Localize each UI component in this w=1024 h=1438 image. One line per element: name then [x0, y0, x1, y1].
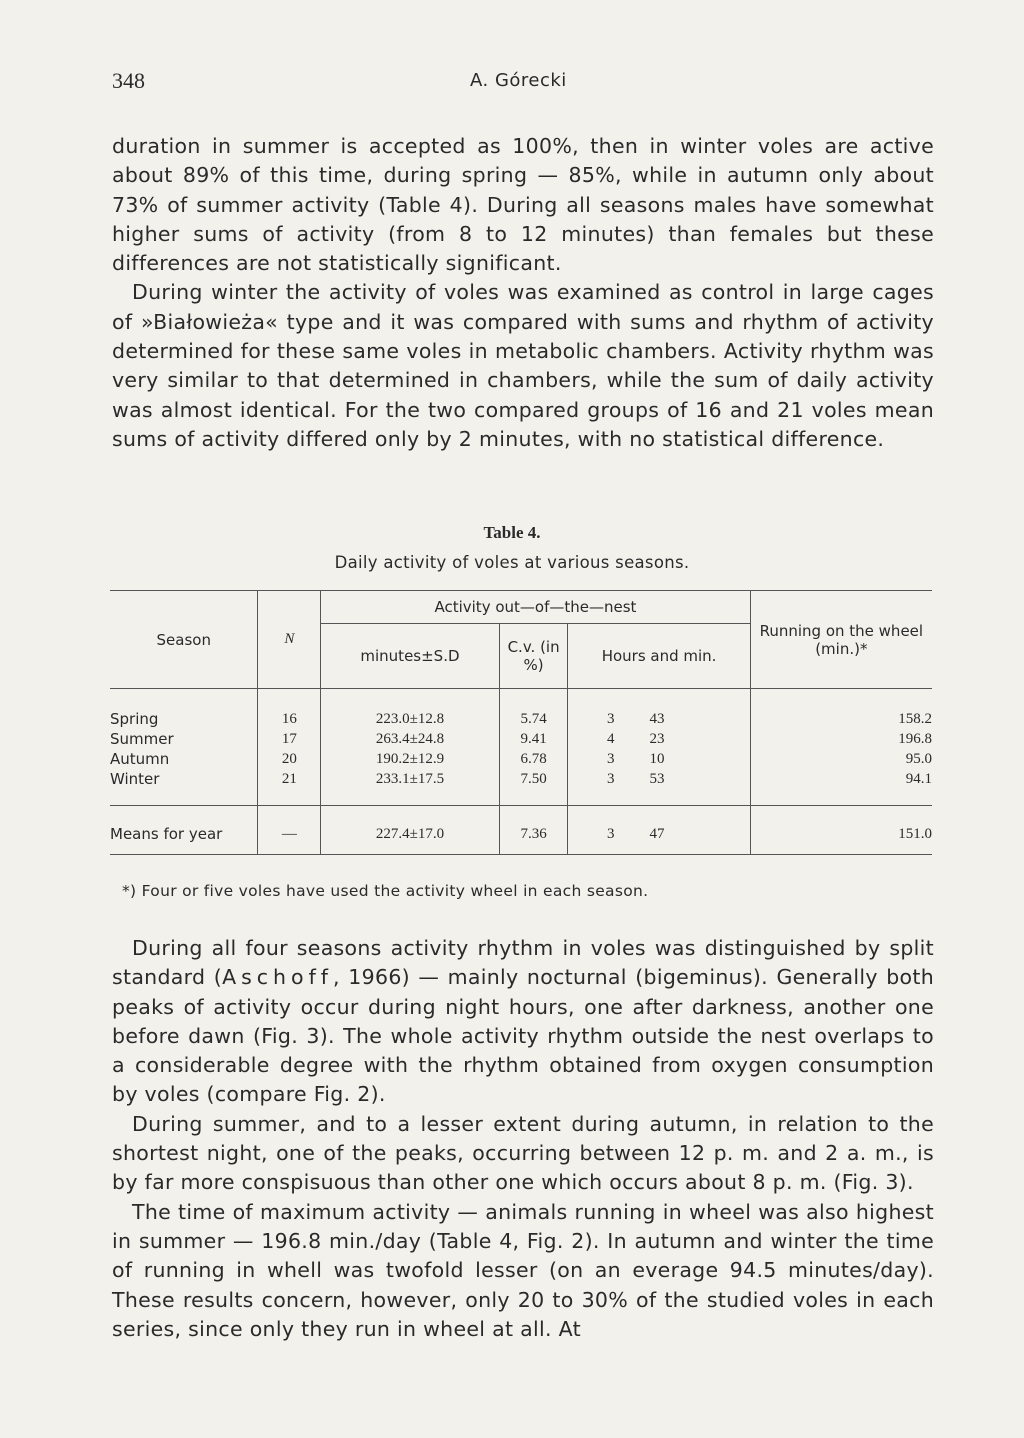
means-running: 151.0 — [750, 806, 932, 855]
running-author: A. Górecki — [470, 70, 567, 91]
paragraph: duration in summer is accepted as 100%, then in winter voles are active about 89% of this time, during spring — 85%, while in autumn only about 73% of summer activity (Table 4). During all seasons males have somewhat higher sums of activity (from 8 to 12 minutes) than females but these differences are not statistically significant. — [112, 134, 934, 276]
season-spring: Spring — [110, 710, 159, 728]
hours-cell — [568, 689, 750, 806]
means-hours-cell — [568, 806, 750, 855]
minutes-value: 223.0±12.8 — [375, 711, 445, 727]
n-value: 20 — [281, 751, 297, 767]
hours-value: 3 — [606, 771, 615, 787]
table-caption: Daily activity of voles at various seasons. — [334, 553, 690, 572]
hours-value: 3 — [606, 711, 615, 727]
paragraph: During winter the activity of voles was examined as control in large cages of »Białowieża« type and it was compared with sums and rhythm of activity determined for these same voles in metabolic chambers. Activity rhythm was very similar to that determined in chambers, while the sum of daily activity was almost identical. For the two compared groups of 16 and 21 voles mean sums of activity differed only by 2 minutes, with no statistical difference. — [112, 280, 934, 451]
minutes-value: 190.2±12.9 — [375, 751, 445, 767]
means-n: — — [258, 806, 321, 855]
running-value: 94.1 — [905, 771, 932, 787]
paragraph-part: , 1966) — mainly nocturnal (bigeminus). Generally both peaks of activity occur during night hours, one after darkness, another one before dawn (Fig. 3). The whole activity rhythm outside the nest overlaps to a considerable degree with the rhythm obtained from oxygen consumption by voles (compare Fig. 2). — [112, 965, 934, 1107]
running-cell — [750, 689, 932, 806]
season-autumn: Autumn — [110, 750, 170, 768]
running-header — [112, 68, 932, 98]
means-mins: 47 — [649, 826, 665, 842]
hours-value: 4 — [606, 731, 615, 747]
minutes-value: 263.4±24.8 — [375, 731, 445, 747]
means-minutes: 227.4±17.0 — [321, 806, 500, 855]
cv-value: 7.50 — [520, 771, 547, 787]
data-table — [110, 590, 932, 855]
table-row-means — [110, 806, 932, 855]
means-cv: 7.36 — [499, 806, 568, 855]
body-text-bottom — [112, 934, 934, 1344]
mins-value: 10 — [649, 751, 665, 767]
table-title: Table 4. — [483, 523, 541, 542]
means-hours: 3 — [606, 826, 615, 842]
minutes-cell — [321, 689, 500, 806]
paragraph-part: During all four seasons activity rhythm in voles was distinguished by split standard ( — [112, 936, 934, 990]
running-value: 158.2 — [898, 711, 932, 727]
page-number: 348 — [112, 68, 145, 93]
header-activity-group: Activity out—of—the—nest — [321, 591, 750, 624]
mins-value: 23 — [649, 731, 665, 747]
table-footnote: *) Four or five voles have used the activity wheel in each season. — [122, 882, 649, 900]
season-summer: Summer — [110, 730, 174, 748]
header-minutes: minutes±S.D — [321, 624, 500, 689]
cited-author: Aschoff — [222, 965, 334, 990]
n-value: 21 — [281, 771, 297, 787]
header-cv: C.v. (in %) — [499, 624, 568, 689]
n-value: 16 — [281, 711, 297, 727]
cv-value: 9.41 — [520, 731, 547, 747]
body-text-top — [112, 132, 934, 454]
header-n: N — [258, 591, 321, 689]
cv-value: 5.74 — [520, 711, 547, 727]
n-cell — [258, 689, 321, 806]
running-value: 196.8 — [898, 731, 932, 747]
cv-value: 6.78 — [520, 751, 547, 767]
paragraph: The time of maximum activity — animals running in wheel was also highest in summer — 196.8 min./day (Table 4, Fig. 2). In autumn and winter the time of running in whell was twofold lesser (on an everage 94.5 minutes/day). These results concern, however, only 20 to 30% of the studied voles in each series, since only they run in wheel at all. At — [112, 1199, 934, 1341]
hours-value: 3 — [606, 751, 615, 767]
cv-cell — [499, 689, 568, 806]
means-label: Means for year — [110, 806, 258, 855]
paragraph: During summer, and to a lesser extent during autumn, in relation to the shortest night, one of the peaks, occurring between 12 p. m. and 2 a. m., is by far more conspisuous than other one which occurs about 8 p. m. (Fig. 3). — [112, 1111, 934, 1195]
season-cell — [110, 689, 258, 806]
header-season: Season — [110, 591, 258, 689]
header-hours: Hours and min. — [568, 624, 750, 689]
mins-value: 53 — [649, 771, 665, 787]
header-running: Running on the wheel (min.)* — [750, 591, 932, 689]
mins-value: 43 — [649, 711, 665, 727]
minutes-value: 233.1±17.5 — [375, 771, 445, 787]
running-value: 95.0 — [905, 751, 932, 767]
n-value: 17 — [281, 731, 297, 747]
season-winter: Winter — [110, 770, 160, 788]
table-row — [110, 689, 932, 806]
paragraph — [112, 934, 934, 1110]
